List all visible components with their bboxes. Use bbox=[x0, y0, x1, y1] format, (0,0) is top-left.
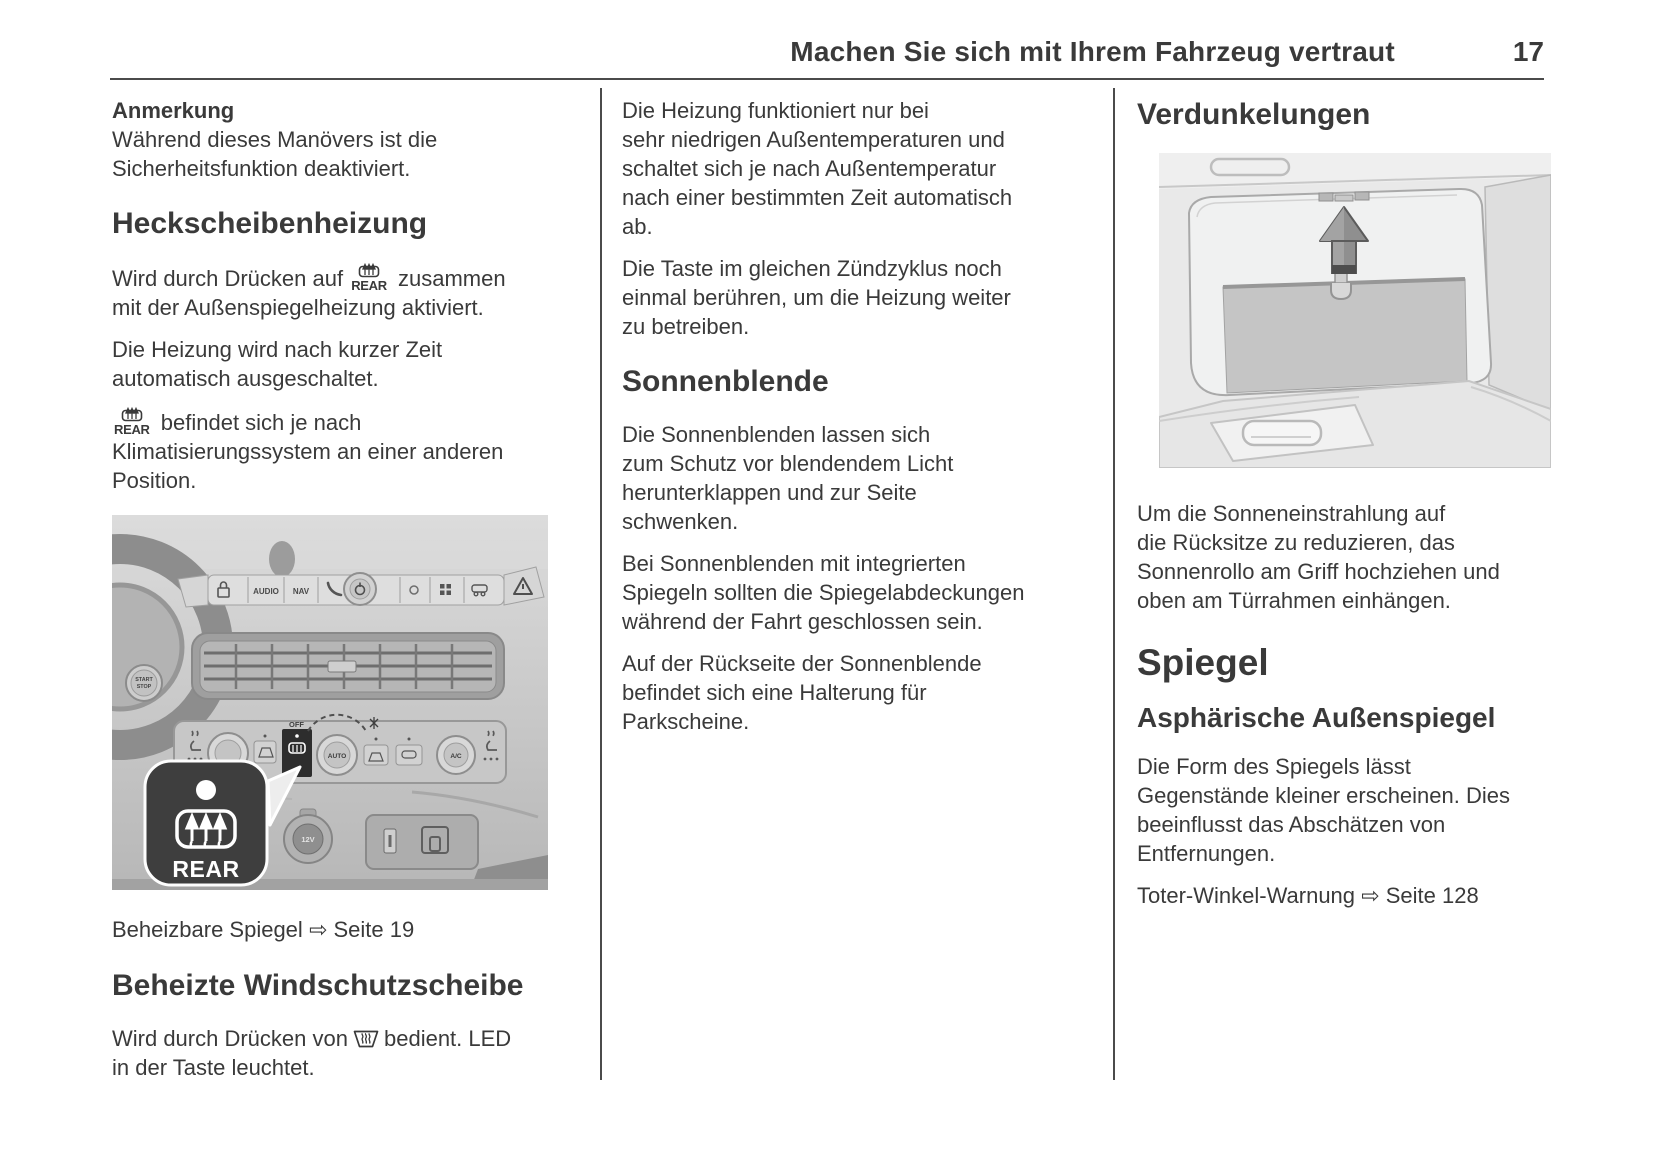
rear-defrost-button-symbol bbox=[351, 262, 387, 292]
sun-blind bbox=[1223, 269, 1467, 393]
para-ticket-holder: Auf der Rückseite der Sonnenblende befindet sich eine Halterung für Parkscheine. bbox=[622, 651, 982, 734]
text-run: in der Taste leuchtet. bbox=[112, 1055, 315, 1080]
page-title: Machen Sie sich mit Ihrem Fahrzeug vertraut bbox=[790, 36, 1395, 67]
para-auto-off: Die Heizung wird nach kurzer Zeit automatisch ausgeschaltet. bbox=[112, 337, 443, 391]
rear-symbol-label: REAR bbox=[351, 278, 387, 293]
reference-arrow-icon: ⇨ bbox=[308, 918, 328, 943]
callout-rear-label: REAR bbox=[172, 856, 240, 882]
text-run: mit der Außenspiegelheizung aktiviert. bbox=[112, 295, 484, 320]
windshield-defrost-button bbox=[364, 745, 388, 765]
text-run: bedient. LED bbox=[383, 1026, 512, 1051]
para-rear-activation bbox=[112, 262, 548, 322]
para-sunblind-use: Um die Sonneneinstrahlung auf die Rücksitze zu reduzieren, das Sonnenrollo am Griff hochziehen und oben am Türrahmen einhängen. bbox=[1137, 501, 1500, 613]
heading-mirrors: Spiegel bbox=[1137, 642, 1269, 683]
cross-reference-heated-mirrors bbox=[112, 915, 548, 945]
note-label: Anmerkung bbox=[112, 98, 235, 123]
note-block bbox=[112, 96, 548, 183]
column-divider-right bbox=[1113, 88, 1115, 1080]
reference-page: Seite 128 bbox=[1385, 883, 1479, 908]
text-run: befindet sich je nach bbox=[160, 410, 362, 435]
door-handle bbox=[1243, 421, 1321, 445]
rear-defrost-icon bbox=[356, 262, 382, 278]
blind-hook bbox=[1331, 283, 1351, 299]
para-mirror-shape: Die Form des Spiegels lässt Gegenstände kleiner erscheinen. Dies beeinflusst das Abschätzen von Entfernungen. bbox=[1137, 754, 1511, 866]
nav-button-label: NAV bbox=[292, 587, 310, 596]
text-run: Klimatisierungssystem an einer anderen Position. bbox=[112, 439, 504, 493]
column-divider-left bbox=[600, 88, 602, 1080]
sunblind-illustration bbox=[1159, 153, 1551, 468]
air-vent bbox=[192, 633, 504, 699]
text-run: Wird durch Drücken auf bbox=[112, 266, 344, 291]
led-indicator bbox=[196, 780, 216, 800]
audio-button-label: AUDIO bbox=[253, 587, 279, 596]
c-pillar bbox=[1485, 175, 1551, 411]
column-left bbox=[112, 96, 548, 1095]
reference-text: Toter-Winkel-Warnung bbox=[1137, 883, 1356, 908]
start-label: START bbox=[135, 677, 153, 683]
recirculation-button bbox=[396, 745, 422, 765]
reference-arrow-icon: ⇨ bbox=[1361, 884, 1380, 909]
auto-knob-label: AUTO bbox=[327, 753, 347, 760]
reference-page: Seite 19 bbox=[333, 917, 415, 942]
control-stalk bbox=[269, 541, 295, 577]
rear-button-callout bbox=[145, 761, 267, 885]
dashboard-illustration bbox=[112, 515, 548, 890]
column-middle bbox=[622, 96, 1052, 749]
heading-shades: Verdunkelungen bbox=[1137, 98, 1371, 131]
column-right bbox=[1137, 96, 1561, 924]
heading-aspherical-mirrors: Asphärische Außenspiegel bbox=[1137, 702, 1496, 733]
off-label: OFF bbox=[289, 720, 304, 729]
usb-media-module bbox=[366, 815, 478, 869]
windshield-defrost-icon bbox=[352, 1028, 380, 1050]
para-visor-use: Die Sonnenblenden lassen sich zum Schutz vor blendendem Licht herunterklappen und zur Seite schwenken. bbox=[622, 422, 954, 534]
para-heater-conditions: Die Heizung funktioniert nur bei sehr niedrigen Außentemperaturen und schaltet sich je nach Außentemperatur nach einer bestimmten Zeit automatisch ab. bbox=[622, 98, 1013, 239]
dashboard-figure bbox=[112, 515, 548, 897]
para-windshield bbox=[112, 1024, 548, 1082]
max-defrost-button bbox=[254, 741, 276, 763]
heading-rear-window-heating: Heckscheibenheizung bbox=[112, 207, 428, 240]
text-run: Wird durch Drücken von bbox=[112, 1026, 348, 1051]
para-visor-mirrors: Bei Sonnenblenden mit integrierten Spiegeln sollten die Spiegelabdeckungen während der Fahrt geschlossen sein. bbox=[622, 551, 1025, 634]
reference-text: Beheizbare Spiegel bbox=[112, 917, 303, 942]
note-text: Während dieses Manövers ist die Sicherheitsfunktion deaktiviert. bbox=[112, 127, 438, 181]
stop-label: STOP bbox=[136, 684, 152, 690]
rear-defrost-icon bbox=[119, 406, 145, 422]
ac-knob-label: A/C bbox=[450, 753, 462, 760]
page-number: 17 bbox=[1512, 36, 1544, 67]
rear-symbol-label: REAR bbox=[114, 422, 150, 437]
para-button-position bbox=[112, 406, 548, 495]
heading-heated-windshield: Beheizte Windschutzscheibe bbox=[112, 969, 524, 1002]
rear-defrost-button-symbol bbox=[114, 406, 150, 436]
page-header bbox=[110, 36, 1544, 80]
socket-label: 12V bbox=[301, 835, 315, 844]
cross-reference-blind-spot bbox=[1137, 881, 1561, 911]
start-stop-button bbox=[126, 665, 162, 701]
text-run: zusammen bbox=[397, 266, 506, 291]
sunblind-figure bbox=[1159, 153, 1561, 475]
heading-sun-visor: Sonnenblende bbox=[622, 365, 829, 398]
para-button-repeat: Die Taste im gleichen Zündzyklus noch einmal berühren, um die Heizung weiter zu betreiben. bbox=[622, 256, 1011, 339]
